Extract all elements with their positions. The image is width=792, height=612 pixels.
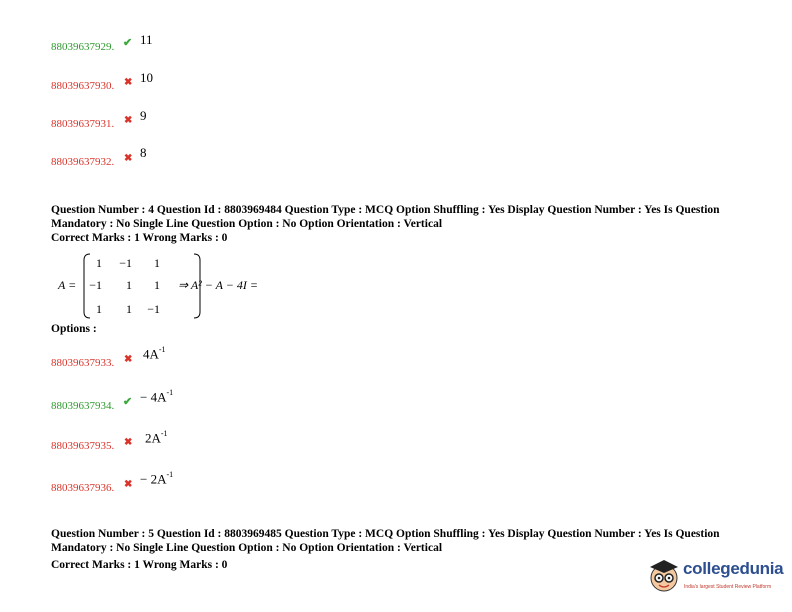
option-exponent: -1: [166, 388, 174, 397]
option-text: [143, 346, 166, 362]
option-text: [140, 389, 173, 405]
option-text: 8: [140, 145, 147, 160]
option-exponent: -1: [166, 470, 174, 479]
matrix-cell: 1: [96, 256, 102, 270]
option-base: − 2A: [140, 471, 167, 487]
matrix-cell: −1: [119, 256, 132, 270]
option-text: 11: [140, 32, 153, 47]
question-marks: Correct Marks : 1 Wrong Marks : 0: [51, 559, 228, 571]
cross-icon: ✖: [124, 115, 133, 126]
option-base: 4A: [143, 346, 159, 362]
options-label: Options :: [51, 323, 97, 335]
option-text: [140, 471, 173, 487]
option-exponent: -1: [158, 345, 166, 354]
mascot-icon: [647, 556, 681, 596]
question-header: [51, 203, 771, 245]
option-id: 88039637935.: [51, 440, 115, 452]
question-header-line: Mandatory : No Single Line Question Option : No Option Orientation : Vertical: [51, 542, 443, 554]
matrix-cell: 1: [154, 256, 160, 270]
matrix-cell: −1: [147, 302, 160, 316]
option-id: 88039637931.: [51, 118, 115, 130]
question-header-line: Question Number : 5 Question Id : 8803969485 Question Type : MCQ Option Shuffling : Yes Display Question Number : Yes Is Question: [51, 528, 720, 540]
collegedunia-logo: [647, 556, 787, 600]
option-text: [145, 430, 168, 446]
option-text: 10: [140, 70, 153, 85]
question-marks: Correct Marks : 1 Wrong Marks : 0: [51, 232, 228, 244]
cross-icon: ✖: [124, 437, 133, 448]
question-header-line: Mandatory : No Single Line Question Option : No Option Orientation : Vertical: [51, 218, 443, 230]
logo-tagline: India's largest Student Review Platform: [684, 584, 772, 590]
matrix-expression: [58, 252, 298, 322]
check-icon: ✔: [123, 37, 133, 49]
matrix-cell: −1: [89, 278, 102, 292]
option-text: 9: [140, 108, 147, 123]
option-id: 88039637934.: [51, 400, 115, 412]
option-base: 2A: [145, 430, 161, 446]
cross-icon: ✖: [124, 77, 133, 88]
cross-icon: ✖: [124, 479, 133, 490]
option-exponent: -1: [160, 429, 168, 438]
matrix-cell: 1: [126, 278, 132, 292]
option-id: 88039637933.: [51, 357, 115, 369]
matrix-label: A =: [58, 278, 77, 292]
option-id: 88039637936.: [51, 482, 115, 494]
option-base: − 4A: [140, 389, 167, 405]
matrix-cell: 1: [96, 302, 102, 316]
logo-wordmark: collegedunia: [683, 559, 784, 578]
option-id: 88039637929.: [51, 41, 115, 53]
cross-icon: ✖: [124, 153, 133, 164]
cross-icon: ✖: [124, 354, 133, 365]
matrix-cell: 1: [126, 302, 132, 316]
matrix-cell: 1: [154, 278, 160, 292]
question-header-line: Question Number : 4 Question Id : 8803969484 Question Type : MCQ Option Shuffling : Yes Display Question Number : Yes Is Question: [51, 204, 720, 216]
matrix-expression-rhs: ⇒ A² − A − 4I =: [178, 278, 258, 292]
option-id: 88039637930.: [51, 80, 115, 92]
check-icon: ✔: [123, 396, 133, 408]
option-id: 88039637932.: [51, 156, 115, 168]
